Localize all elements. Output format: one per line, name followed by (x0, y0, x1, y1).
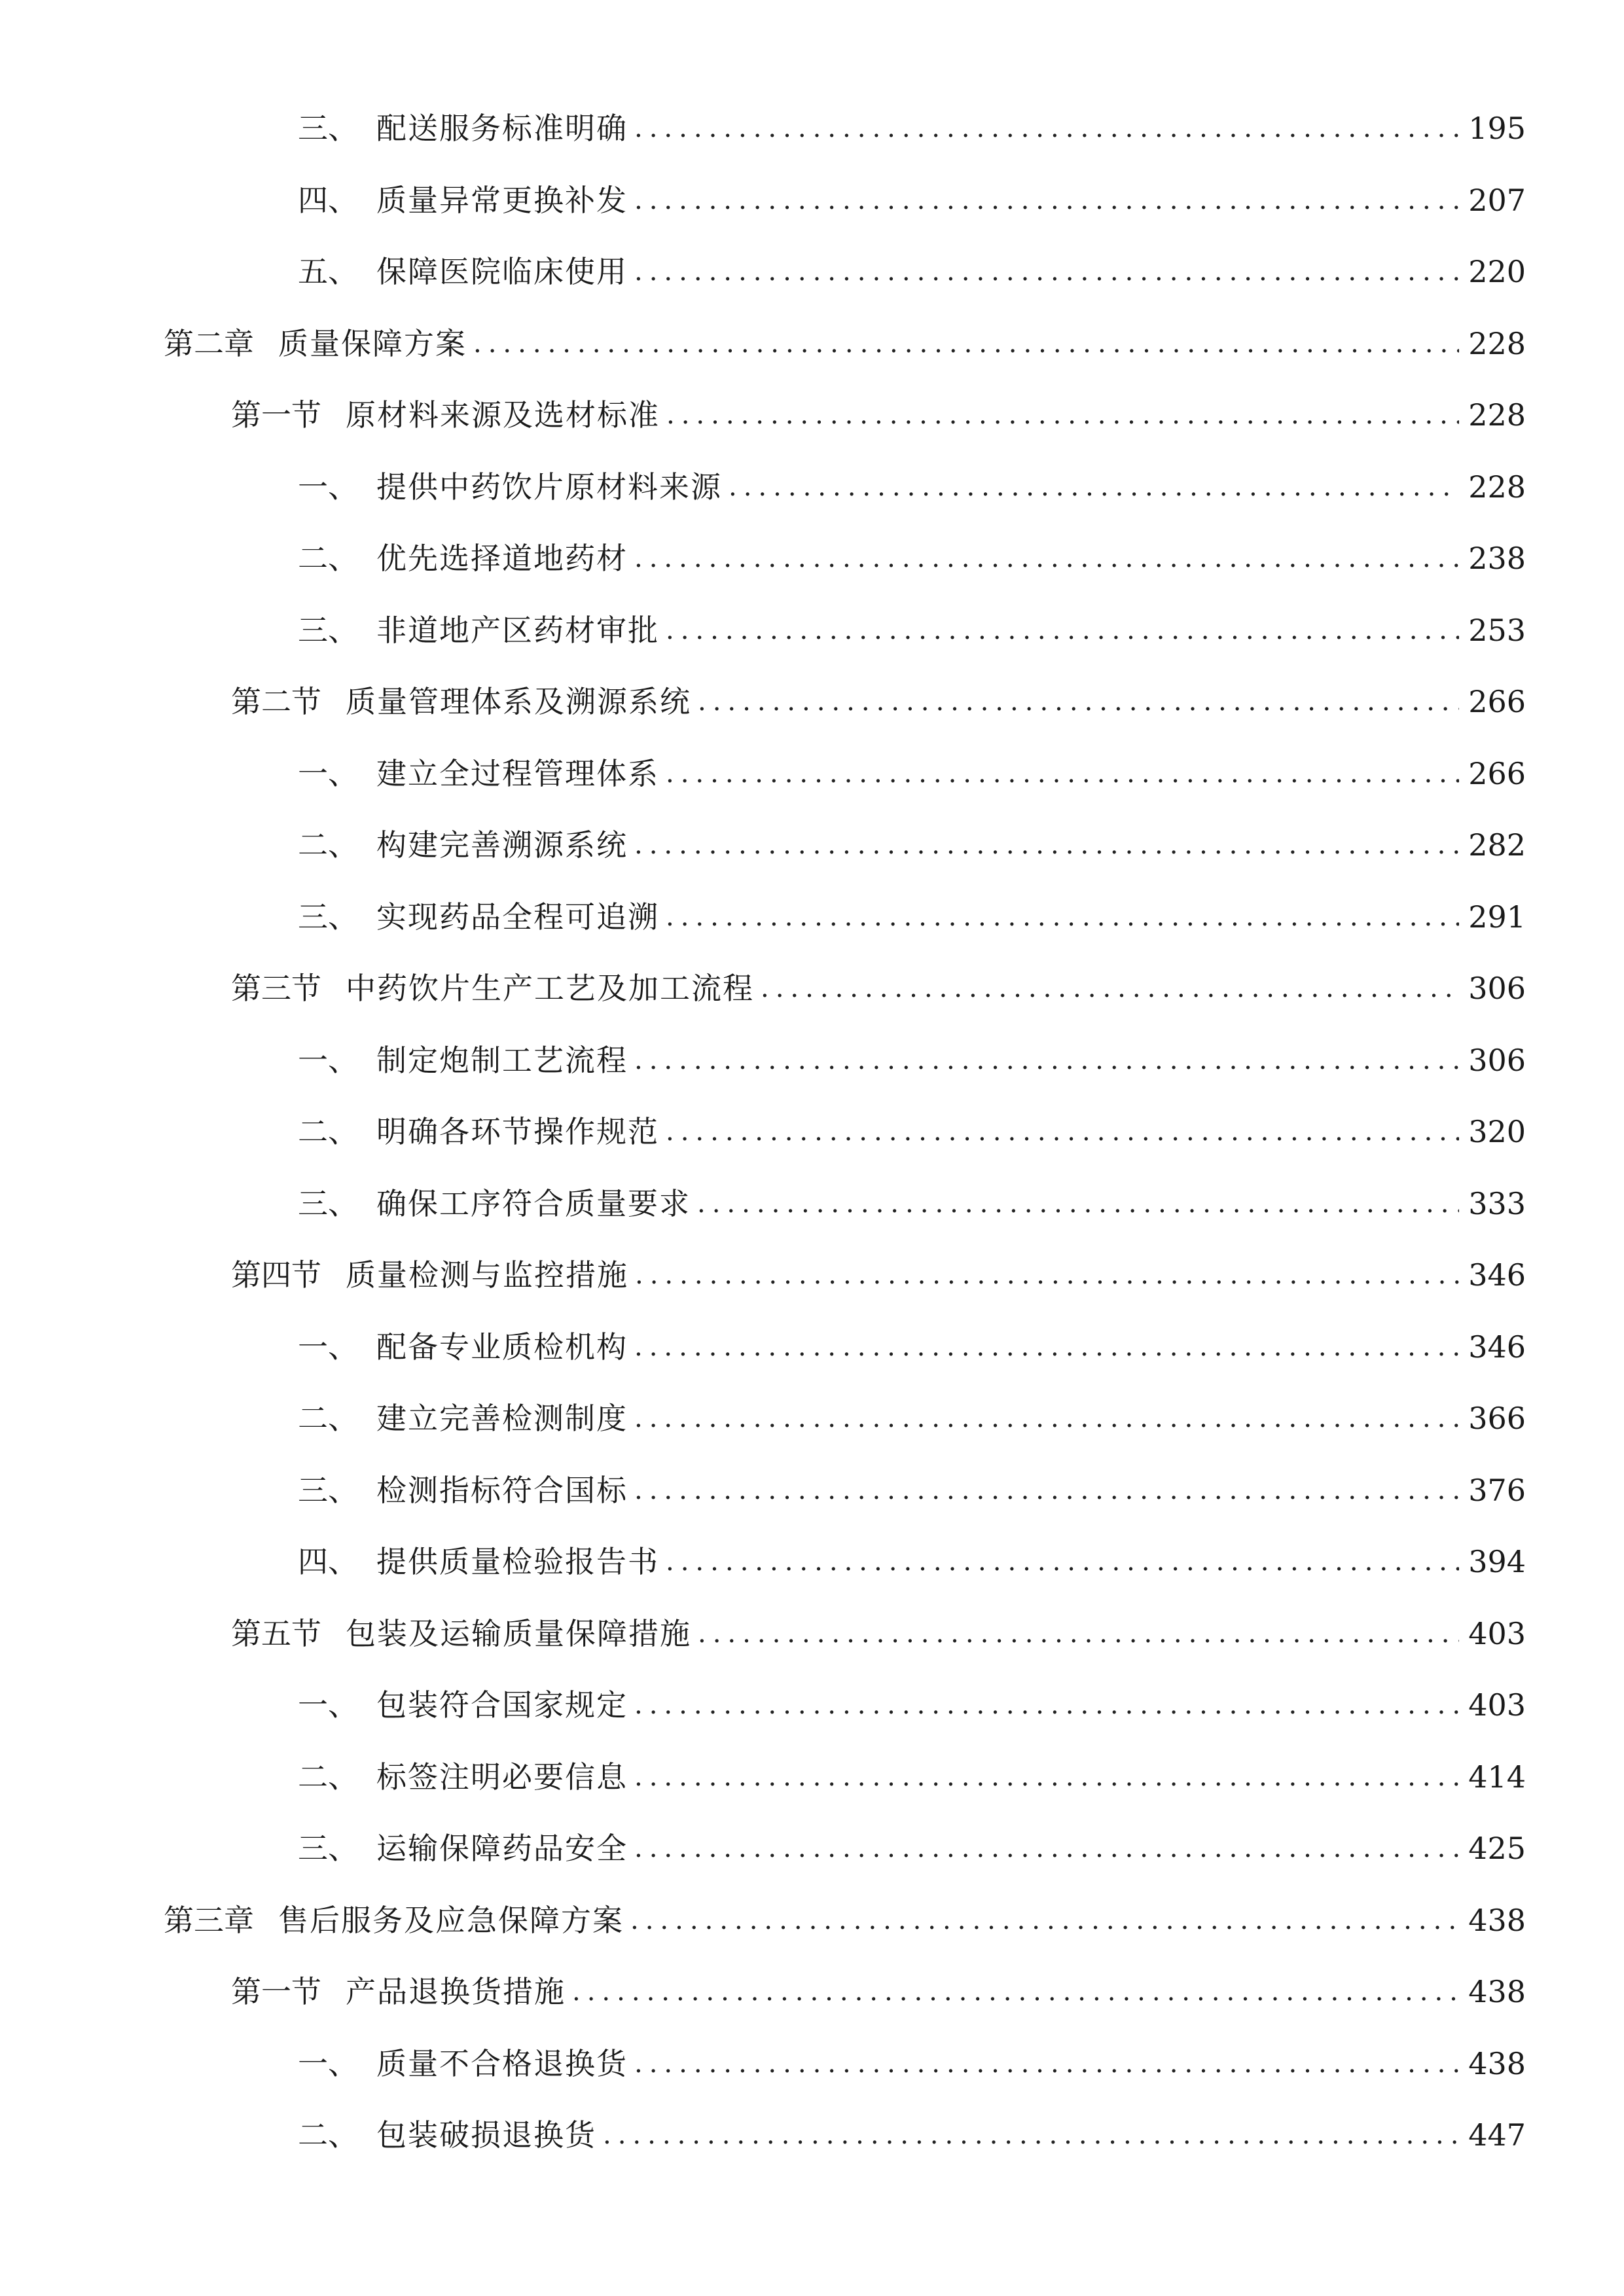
entry-number: 三、 (298, 1831, 358, 1866)
toc-entry[interactable] (298, 454, 1526, 506)
entry-number: 三、 (298, 1473, 358, 1508)
toc-entry[interactable] (298, 2102, 1526, 2154)
dot-leader (634, 1758, 1459, 1796)
dot-leader (473, 325, 1459, 363)
toc-entry[interactable] (231, 1600, 1526, 1653)
entry-title: 产品退换货措施 (346, 1974, 566, 2009)
entry-page-number: 333 (1468, 1186, 1526, 1221)
entry-page-number: 306 (1468, 971, 1526, 1006)
entry-page-number: 253 (1468, 613, 1526, 648)
dot-leader (630, 1901, 1459, 1939)
entry-page-number: 238 (1468, 541, 1526, 576)
entry-title: 检测指标符合国标 (376, 1473, 628, 1508)
entry-title: 建立全过程管理体系 (376, 756, 659, 791)
entry-number: 一、 (298, 1687, 358, 1723)
entry-number: 四、 (298, 183, 358, 218)
entry-page-number: 438 (1468, 2046, 1526, 2081)
entry-title: 非道地产区药材审批 (376, 613, 659, 648)
entry-title: 实现药品全程可追溯 (376, 899, 659, 935)
entry-title: 明确各环节操作规范 (376, 1114, 659, 1149)
entry-number: 二、 (298, 827, 358, 863)
dot-leader (698, 1615, 1459, 1653)
entry-title: 确保工序符合质量要求 (376, 1186, 691, 1221)
entry-page-number: 228 (1468, 326, 1526, 361)
toc-entry[interactable] (231, 382, 1526, 434)
dot-leader (634, 1471, 1459, 1509)
dot-leader (666, 1113, 1459, 1151)
dot-leader (634, 1399, 1459, 1437)
dot-leader (634, 826, 1459, 864)
entry-title: 包装破损退换货 (376, 2117, 596, 2153)
dot-leader (729, 468, 1459, 506)
entry-number: 三、 (298, 613, 358, 648)
entry-page-number: 266 (1468, 756, 1526, 791)
entry-number: 三、 (298, 111, 358, 146)
toc-entry[interactable] (298, 1170, 1526, 1223)
entry-title: 包装及运输质量保障措施 (346, 1616, 691, 1651)
entry-title: 运输保障药品安全 (376, 1831, 628, 1866)
entry-number: 一、 (298, 1043, 358, 1078)
entry-number: 一、 (298, 1329, 358, 1365)
entry-page-number: 282 (1468, 827, 1526, 863)
toc-entry[interactable] (298, 238, 1526, 291)
entry-number: 四、 (298, 1544, 358, 1579)
dot-leader (698, 683, 1459, 721)
entry-title: 提供质量检验报告书 (376, 1544, 659, 1579)
dot-leader (634, 253, 1459, 291)
dot-leader (666, 611, 1459, 649)
entry-number: 二、 (298, 541, 358, 576)
entry-page-number: 228 (1468, 397, 1526, 433)
entry-number: 二、 (298, 1114, 358, 1149)
entry-title: 构建完善溯源系统 (376, 827, 628, 863)
entry-title: 优先选择道地药材 (376, 541, 628, 576)
dot-leader (572, 1973, 1459, 2011)
entry-title: 包装符合国家规定 (376, 1687, 628, 1723)
dot-leader (634, 539, 1459, 577)
toc-entry[interactable] (231, 1958, 1526, 2011)
entry-page-number: 291 (1468, 899, 1526, 935)
toc-entry[interactable] (231, 668, 1526, 721)
dot-leader (666, 396, 1459, 434)
entry-page-number: 346 (1468, 1257, 1526, 1293)
toc-entry[interactable] (298, 1528, 1526, 1581)
entry-number: 五、 (298, 254, 358, 289)
entry-number: 第一节 (231, 1974, 321, 2009)
entry-page-number: 228 (1468, 469, 1526, 505)
entry-page-number: 366 (1468, 1401, 1526, 1436)
toc-entry[interactable] (164, 310, 1526, 363)
toc-entry[interactable] (298, 1098, 1526, 1151)
entry-title: 配送服务标准明确 (376, 111, 628, 146)
toc-entry[interactable] (298, 1457, 1526, 1509)
entry-title: 中药饮片生产工艺及加工流程 (346, 971, 754, 1006)
dot-leader (635, 1256, 1459, 1294)
toc-entry[interactable] (298, 167, 1526, 219)
entry-number: 第二章 (164, 326, 254, 361)
dot-leader (634, 1041, 1459, 1079)
toc-entry[interactable] (298, 1314, 1526, 1366)
entry-title: 质量保障方案 (278, 326, 467, 361)
entry-page-number: 220 (1468, 254, 1526, 289)
dot-leader (666, 1543, 1459, 1581)
entry-title: 原材料来源及选材标准 (346, 397, 660, 433)
entry-page-number: 266 (1468, 684, 1526, 719)
entry-title: 建立完善检测制度 (376, 1401, 628, 1436)
toc-entry[interactable] (298, 1815, 1526, 1867)
dot-leader (634, 1328, 1459, 1366)
entry-page-number: 207 (1468, 183, 1526, 218)
entry-title: 质量检测与监控措施 (346, 1257, 628, 1293)
dot-leader (761, 969, 1459, 1007)
entry-number: 第三章 (164, 1903, 254, 1938)
entry-page-number: 346 (1468, 1329, 1526, 1365)
entry-page-number: 320 (1468, 1114, 1526, 1149)
entry-page-number: 438 (1468, 1974, 1526, 2009)
entry-page-number: 438 (1468, 1903, 1526, 1938)
entry-number: 二、 (298, 1401, 358, 1436)
entry-number: 第一节 (231, 397, 321, 433)
toc-entry[interactable] (164, 1887, 1526, 1939)
entry-title: 质量不合格退换货 (376, 2046, 628, 2081)
entry-title: 售后服务及应急保障方案 (278, 1903, 624, 1938)
entry-title: 质量管理体系及溯源系统 (346, 684, 691, 719)
toc-entry[interactable] (298, 1385, 1526, 1437)
toc-entry[interactable] (298, 1744, 1526, 1796)
entry-page-number: 403 (1468, 1687, 1526, 1723)
entry-number: 第三节 (231, 971, 321, 1006)
entry-number: 二、 (298, 1759, 358, 1795)
entry-page-number: 425 (1468, 1831, 1526, 1866)
toc-entry[interactable] (298, 525, 1526, 577)
toc-entry[interactable] (298, 1027, 1526, 1079)
dot-leader (634, 181, 1459, 219)
entry-page-number: 306 (1468, 1043, 1526, 1078)
toc-entry[interactable] (231, 1242, 1526, 1294)
toc-entry[interactable] (298, 95, 1526, 147)
toc-entry[interactable] (298, 2030, 1526, 2083)
entry-number: 第四节 (231, 1257, 321, 1293)
entry-page-number: 447 (1468, 2117, 1526, 2153)
entry-title: 配备专业质检机构 (376, 1329, 628, 1365)
entry-title: 提供中药饮片原材料来源 (376, 469, 722, 505)
toc-entry[interactable] (298, 812, 1526, 864)
dot-leader (634, 1829, 1459, 1867)
entry-number: 一、 (298, 756, 358, 791)
entry-number: 一、 (298, 2046, 358, 2081)
entry-number: 第二节 (231, 684, 321, 719)
entry-title: 质量异常更换补发 (376, 183, 628, 218)
toc-entry[interactable] (231, 955, 1526, 1007)
entry-number: 三、 (298, 899, 358, 935)
entry-page-number: 195 (1468, 111, 1526, 146)
dot-leader (697, 1185, 1459, 1223)
dot-leader (634, 2045, 1459, 2083)
entry-title: 制定炮制工艺流程 (376, 1043, 628, 1078)
entry-number: 第五节 (231, 1616, 321, 1651)
entry-title: 保障医院临床使用 (376, 254, 628, 289)
dot-leader (666, 898, 1459, 936)
entry-number: 一、 (298, 469, 358, 505)
toc-entry[interactable] (298, 740, 1526, 793)
entry-page-number: 394 (1468, 1544, 1526, 1579)
entry-page-number: 414 (1468, 1759, 1526, 1795)
toc-entry[interactable] (298, 884, 1526, 936)
dot-leader (634, 1686, 1459, 1724)
dot-leader (634, 109, 1459, 147)
entry-page-number: 403 (1468, 1616, 1526, 1651)
toc-entry[interactable] (298, 597, 1526, 649)
dot-leader (603, 2116, 1459, 2154)
toc-entry[interactable] (298, 1672, 1526, 1724)
entry-number: 三、 (298, 1186, 358, 1221)
entry-number: 二、 (298, 2117, 358, 2153)
entry-page-number: 376 (1468, 1473, 1526, 1508)
dot-leader (666, 755, 1459, 793)
entry-title: 标签注明必要信息 (376, 1759, 628, 1795)
